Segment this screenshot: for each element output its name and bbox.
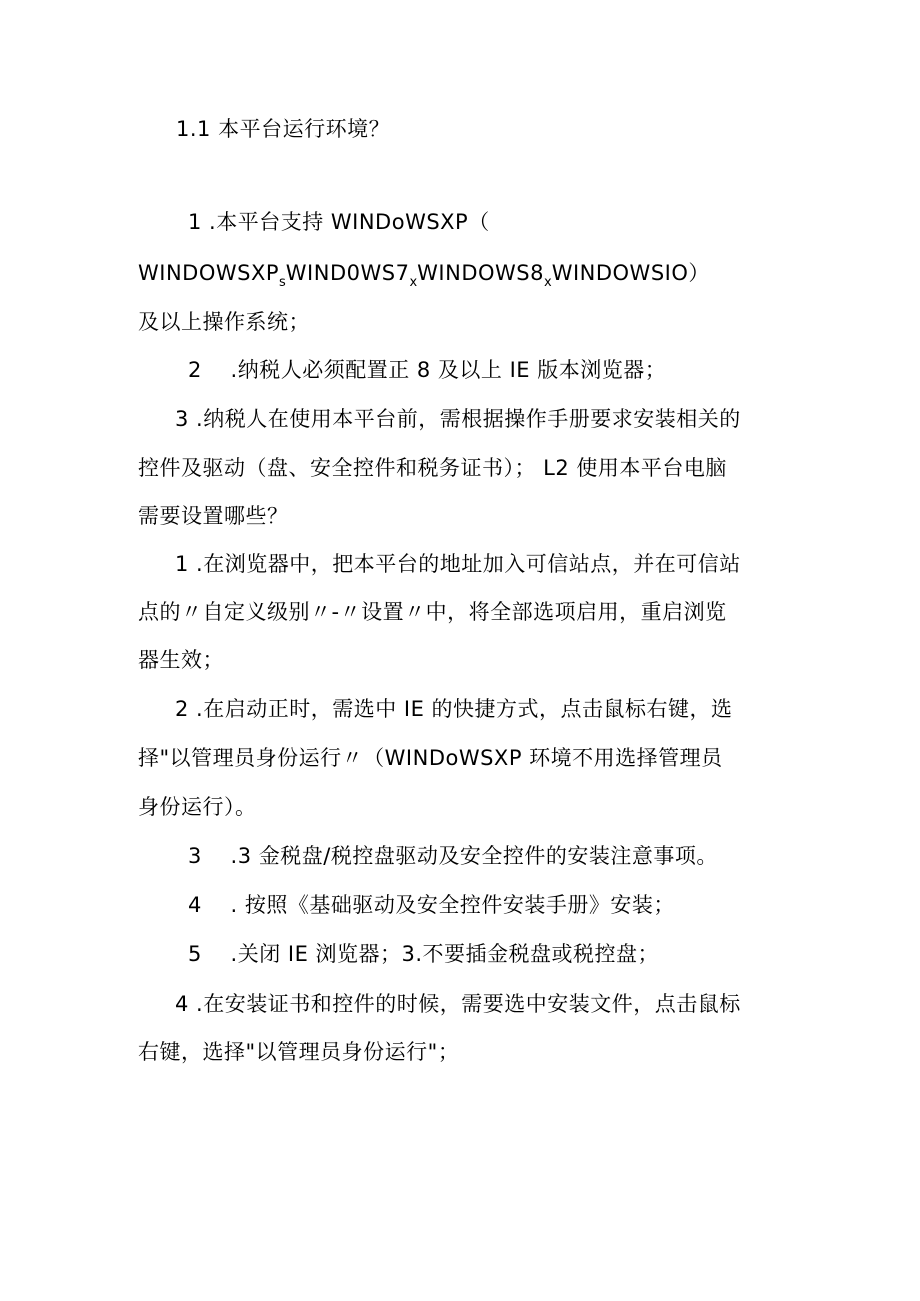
paragraph-line: 2 .在启动正时，需选中 IE 的快捷方式，点击鼠标右键，选 (175, 697, 733, 721)
paragraph-line: 3 .3 金税盘/税控盘驱动及安全控件的安装注意事项。 (188, 844, 718, 868)
os-name: WINDOWSIO） (551, 261, 710, 285)
subscript-mark: s (279, 275, 286, 290)
os-name: WINDOWSXP (138, 261, 280, 285)
paragraph-line: 2 .纳税人必须配置正 8 及以上 IE 版本浏览器； (188, 358, 667, 382)
paragraph-line: 择"以管理员身份运行〃（WINDoWSXP 环境不用选择管理员 (138, 746, 723, 770)
subscript-mark: x (409, 275, 418, 290)
section-heading: 1.1 本平台运行环境？ (176, 117, 391, 141)
paragraph-line: 4 .在安装证书和控件的时候，需要选中安装文件，点击鼠标 (175, 992, 741, 1016)
paragraph-line: 1 .在浏览器中，把本平台的地址加入可信站点，并在可信站 (175, 552, 741, 576)
os-name: WINDOWS8 (417, 261, 544, 285)
os-list-line (138, 258, 710, 298)
paragraph-line: 及以上操作系统； (138, 310, 310, 334)
paragraph-line: 需要设置哪些？ (138, 504, 289, 528)
paragraph-line: 3 .纳税人在使用本平台前，需根据操作手册要求安装相关的 (175, 407, 741, 431)
paragraph-line: 身份运行）。 (138, 795, 257, 819)
paragraph-line: 4 . 按照《基础驱动及安全控件安装手册》安装； (188, 893, 675, 917)
paragraph-line: 5 .关闭 IE 浏览器；3.不要插金税盘或税控盘； (188, 942, 660, 966)
subscript-mark: x (543, 275, 552, 290)
paragraph-line: 右键，选择"以管理员身份运行"； (138, 1040, 460, 1064)
paragraph-line: 控件及驱动（盘、安全控件和税务证书）； L2 使用本平台电脑 (138, 456, 727, 480)
paragraph-line: 器生效； (138, 648, 224, 672)
paragraph-line: 点的〃自定义级别〃-〃设置〃中，将全部选项启用，重启浏览 (138, 600, 727, 624)
os-name: WIND0WS7 (285, 261, 410, 285)
paragraph-line: 1 .本平台支持 WINDoWSXP（ (188, 210, 490, 234)
